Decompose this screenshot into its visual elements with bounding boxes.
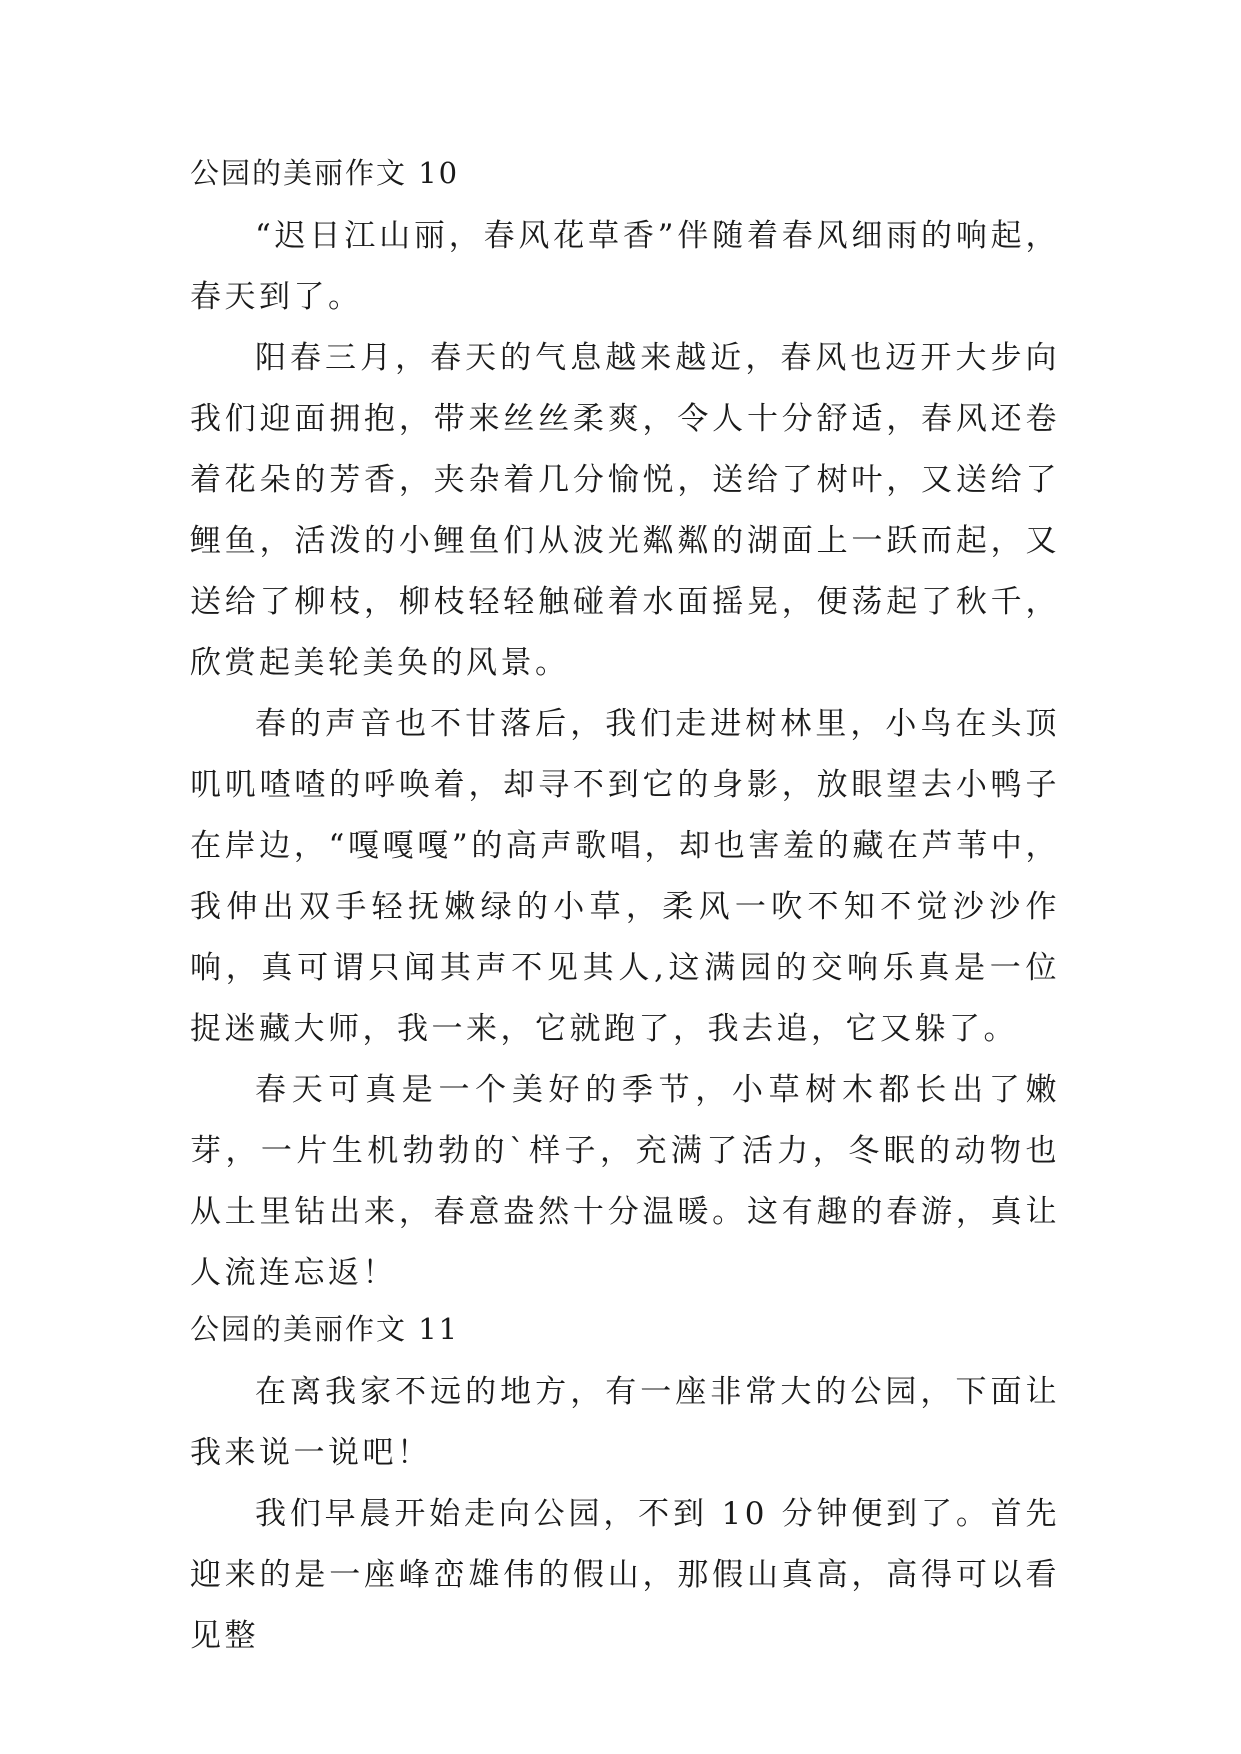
paragraph: 春的声音也不甘落后，我们走进树林里，小鸟在头顶叽叽喳喳的呼唤着，却寻不到它的身影，放眼望去小鸭子在岸边，“嘎嘎嘎”的高声歌唱，却也害羞的藏在芦苇中，我伸出双手轻抚嫩绿的小草，柔风一吹不知不觉沙沙作响，真可谓只闻其声不见其人,这满园的交响乐真是一位捉迷藏大师，我一来，它就跑了，我去追，它又躲了。 — [190, 706, 1060, 1047]
paragraph: “迟日江山丽，春风花草香”伴随着春风细雨的响起，春天到了。 — [190, 218, 1060, 315]
section-heading: 公园的美丽作文 10 — [190, 156, 460, 190]
paragraph: 春天可真是一个美好的季节，小草树木都长出了嫩芽，一片生机勃勃的`样子，充满了活力，冬眠的动物也从土里钻出来，春意盎然十分温暖。这有趣的春游，真让人流连忘返！ — [190, 1072, 1060, 1291]
section-heading: 公园的美丽作文 11 — [190, 1312, 460, 1346]
paragraph: 我们早晨开始走向公园，不到 10 分钟便到了。首先迎来的是一座峰峦雄伟的假山，那假山真高，高得可以看见整 — [190, 1496, 1060, 1654]
paragraph: 在离我家不远的地方，有一座非常大的公园，下面让我来说一说吧！ — [190, 1374, 1060, 1471]
document-page — [190, 158, 1060, 1667]
paragraph: 阳春三月，春天的气息越来越近，春风也迈开大步向我们迎面拥抱，带来丝丝柔爽，令人十分舒适，春风还卷着花朵的芳香，夹杂着几分愉悦，送给了树叶，又送给了鲤鱼，活泼的小鲤鱼们从波光粼粼的湖面上一跃而起，又送给了柳枝，柳枝轻轻触碰着水面摇晃，便荡起了秋千，欣赏起美轮美奂的风景。 — [190, 340, 1060, 681]
